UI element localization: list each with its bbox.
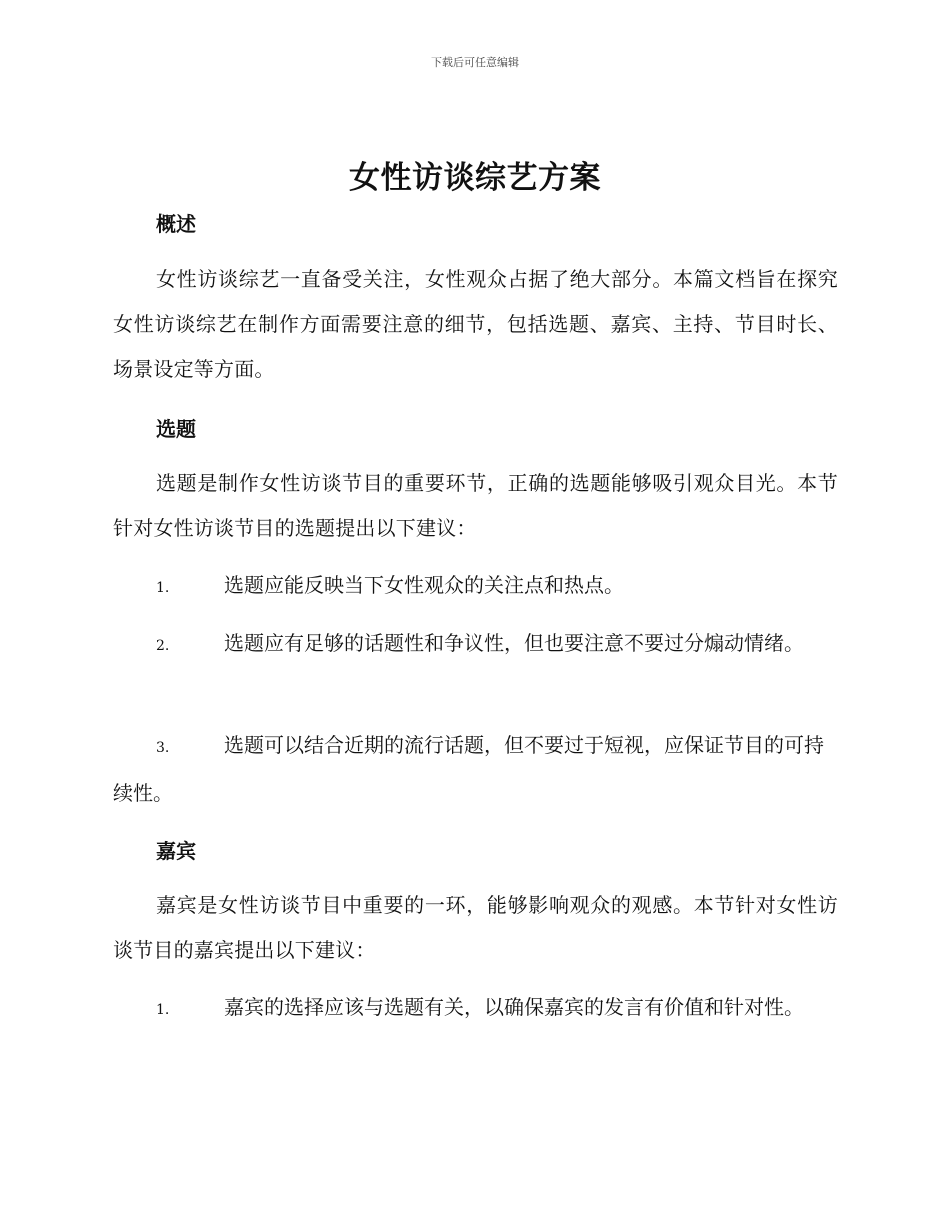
list-item-number: 3. [156,740,170,756]
header-note: 下载后可任意编辑 [431,56,519,69]
list-item [113,723,838,816]
list-item-number: 1. [156,1002,170,1018]
list-item-text: 嘉宾的选择应该与选题有关，以确保嘉宾的发言有价值和针对性。 [224,995,804,1019]
section-paragraph-topic: 选题是制作女性访谈节目的重要环节，正确的选题能够吸引观众目光。本节针对女性访谈节目的选题提出以下建议： [113,471,838,540]
list-item [113,563,838,611]
list-item-text: 选题应能反映当下女性观众的关注点和热点。 [224,573,624,597]
list-item [113,985,838,1033]
list-item [113,621,838,669]
section-paragraph-overview: 女性访谈综艺一直备受关注，女性观众占据了绝大部分。本篇文档旨在探究女性访谈综艺在制作方面需要注意的细节，包括选题、嘉宾、主持、节目时长、场景设定等方面。 [113,267,838,381]
list-item-text: 选题应有足够的话题性和争议性，但也要注意不要过分煽动情绪。 [224,631,804,655]
document-title: 女性访谈综艺方案 [349,160,601,196]
section-heading-guests: 嘉宾 [156,839,196,863]
section-paragraph-guests: 嘉宾是女性访谈节目中重要的一环，能够影响观众的观感。本节针对女性访谈节目的嘉宾提出以下建议： [113,893,838,962]
section-heading-topic: 选题 [156,417,196,441]
list-item-text: 选题可以结合近期的流行话题，但不要过于短视，应保证节目的可持续性。 [113,733,824,805]
list-item-number: 2. [156,638,170,654]
list-item-number: 1. [156,580,170,596]
section-heading-overview: 概述 [156,212,196,236]
